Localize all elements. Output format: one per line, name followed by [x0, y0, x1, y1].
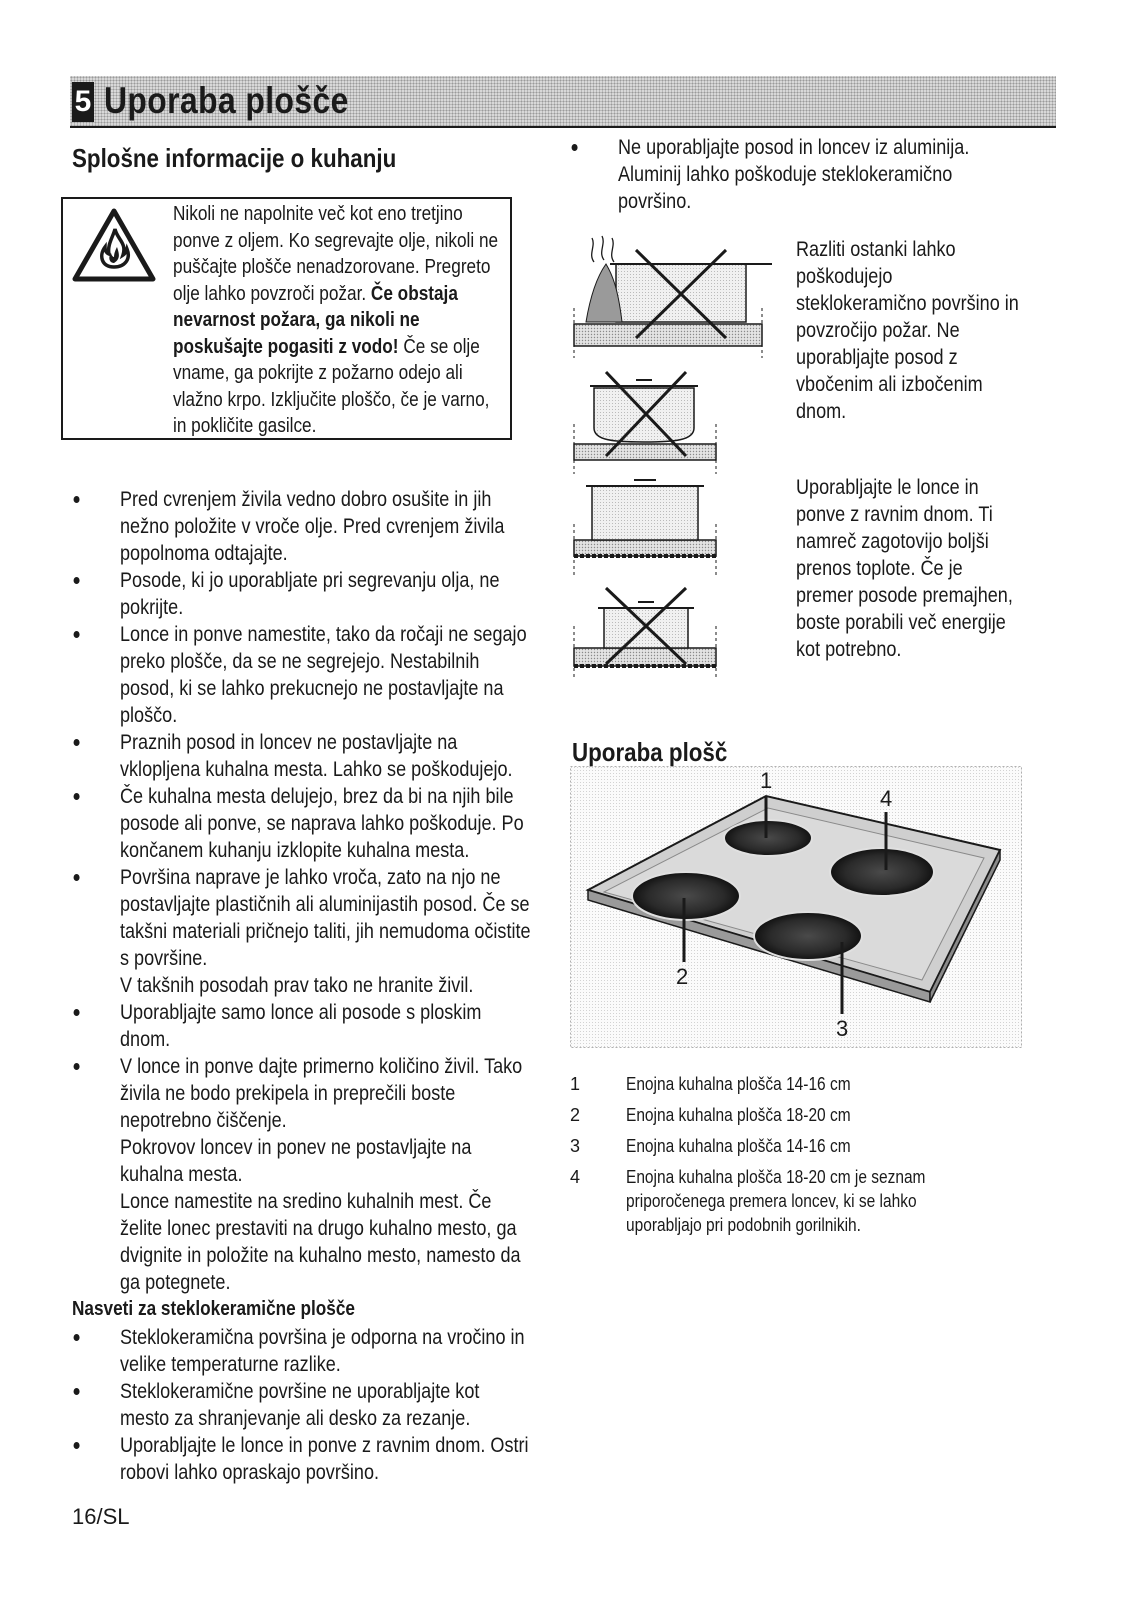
- list-item: [120, 1432, 533, 1486]
- legend-text: Enojna kuhalna plošča 18-20 cm je seznam priporočenega premera loncev, ki se lahko uporabljajo pri podobnih gorilnikih.: [626, 1167, 926, 1235]
- list-item-text: Steklokeramična površina je odporna na vročino in velike temperaturne razlike.: [120, 1326, 525, 1376]
- legend-text: Enojna kuhalna plošča 14-16 cm: [626, 1136, 851, 1156]
- legend-row: [570, 1134, 1030, 1165]
- section-number: 5: [72, 82, 94, 122]
- list-item-text: Pred cvrenjem živila vedno dobro osušite in jih nežno položite v vroče olje. Pred cvrenjem živila popolnoma odtajajte.: [120, 488, 505, 565]
- hob-legend: [570, 1072, 1030, 1245]
- list-item-text: Uporabljajte le lonce in ponve z ravnim dnom. Ostri robovi lahko opraskajo površino.: [120, 1434, 529, 1484]
- page-number: 16/SL: [72, 1504, 130, 1529]
- list-item-text: V lonce in ponve dajte primerno količino živil. Tako živila ne bodo prekipela in preprečili boste nepotrebno čiščenje.: [120, 1055, 523, 1132]
- list-item-text: Površina naprave je lahko vroča, zato na njo ne postavljajte plastičnih ali aluminijastih posod. Če se takšni materiali pričnejo taliti, jih nemudoma očistite s površine.: [120, 866, 531, 970]
- list-item-text: Če kuhalna mesta delujejo, brez da bi na njih bile posode ali ponve, se naprava lahko poškoduje. Po končanem kuhanju izklopite kuhalna mesta.: [120, 785, 524, 862]
- concave-pot-figure: [574, 372, 716, 474]
- cookware-illustrations: [566, 228, 782, 688]
- hob-label-1: 1: [760, 768, 773, 793]
- legend-row: [570, 1165, 1030, 1245]
- list-item-text: V takšnih posodah prav tako ne hranite živil.: [120, 974, 474, 997]
- list-item: [120, 1324, 533, 1378]
- legend-num: 1: [570, 1074, 581, 1094]
- fire-warning-text: [173, 201, 500, 440]
- flat-pot-caption: Uporabljajte le lonce in ponve z ravnim dnom. Ti namreč zagotovijo boljši prenos toplote. Če je premer posode premajhen, boste porabili več energije kot potrebno.: [796, 476, 1013, 661]
- list-item-text: Lonce in ponve namestite, tako da ročaji ne segajo preko plošče, da se ne segrejejo. Nestabilnih posod, ki se lahko prekucnejo ne postavljajte na ploščo.: [120, 623, 527, 727]
- ceramic-tips-heading: Nasveti za steklokeramične plošče: [72, 1298, 355, 1320]
- list-item: [120, 864, 533, 999]
- legend-num: 4: [570, 1167, 581, 1187]
- list-item: [120, 783, 533, 864]
- legend-num: 3: [570, 1136, 581, 1156]
- hob-label-4: 4: [880, 786, 893, 811]
- list-item-text: Posode, ki jo uporabljate pri segrevanju olja, ne pokrijte.: [120, 569, 500, 619]
- spill-pot-figure: [574, 236, 772, 358]
- list-item-text: Pokrovov loncev in ponev ne postavljajte na kuhalna mesta.: [120, 1136, 472, 1186]
- list-item: [120, 486, 533, 567]
- list-item: [120, 567, 533, 621]
- hob-label-3: 3: [836, 1016, 849, 1041]
- fire-warning-box: [61, 197, 512, 440]
- legend-num: 2: [570, 1105, 581, 1125]
- legend-text: Enojna kuhalna plošča 14-16 cm: [626, 1074, 851, 1094]
- warning-text-bold: Če obstaja nevarnost požara, ga nikoli ne poskušajte pogasiti z vodo!: [173, 282, 458, 358]
- legend-row: [570, 1072, 1030, 1103]
- spill-caption: Razliti ostanki lahko poškodujejo steklokeramično površino in povzročijo požar. Ne uporabljajte posod z vbočenim ali izbočenim dnom.: [796, 238, 1019, 423]
- hob-label-2: 2: [676, 964, 689, 989]
- fire-warning-icon: [71, 207, 157, 285]
- hob-usage-heading: Uporaba plošč: [572, 737, 728, 767]
- small-pot-figure: [574, 588, 716, 680]
- list-item-text: Lonce namestite na sredino kuhalnih mest. Če želite lonec prestaviti na drugo kuhalno mesto, ga dvignite in položite na kuhalno mesto, namesto da ga potegnete.: [120, 1190, 521, 1294]
- list-item-text: Ne uporabljajte posod in loncev iz aluminija. Aluminij lahko poškoduje steklokeramično površino.: [618, 136, 970, 213]
- list-item: [120, 1053, 533, 1296]
- list-item: [120, 1378, 533, 1432]
- list-item-text: Uporabljajte samo lonce ali posode s ploskim dnom.: [120, 1001, 482, 1051]
- section-title: Uporaba plošče: [104, 80, 349, 121]
- list-item: [618, 134, 1014, 215]
- list-item-text: Steklokeramične površine ne uporabljajte kot mesto za shranjevanje ali desko za rezanje.: [120, 1380, 480, 1430]
- list-item: [120, 999, 533, 1053]
- list-item: [120, 729, 533, 783]
- general-info-heading: Splošne informacije o kuhanju: [72, 143, 397, 173]
- flat-pot-figure: [574, 480, 716, 578]
- list-item-text: Praznih posod in loncev ne postavljajte na vklopljena kuhalna mesta. Lahko se poškodujejo.: [120, 731, 513, 781]
- legend-row: [570, 1103, 1030, 1134]
- aluminium-warning-list: [618, 134, 1014, 215]
- ceramic-tips-list: [120, 1324, 533, 1486]
- list-item: [120, 621, 533, 729]
- warning-text-normal: Nikoli ne napolnite več kot eno tretjino ponve z oljem. Ko segrevajte olje, nikoli ne puščajte plošče nenadzorovane. Pregreto olje lahko povzroči požar.: [173, 203, 499, 305]
- cooking-tips-list: [120, 486, 533, 1296]
- hob-diagram: [570, 766, 1022, 1048]
- legend-text: Enojna kuhalna plošča 18-20 cm: [626, 1105, 851, 1125]
- warning-text-normal-end: Če se olje vname, ga pokrijte z požarno odejo ali vlažno krpo. Izključite ploščo, če je varno, in pokličite gasilce.: [173, 335, 490, 437]
